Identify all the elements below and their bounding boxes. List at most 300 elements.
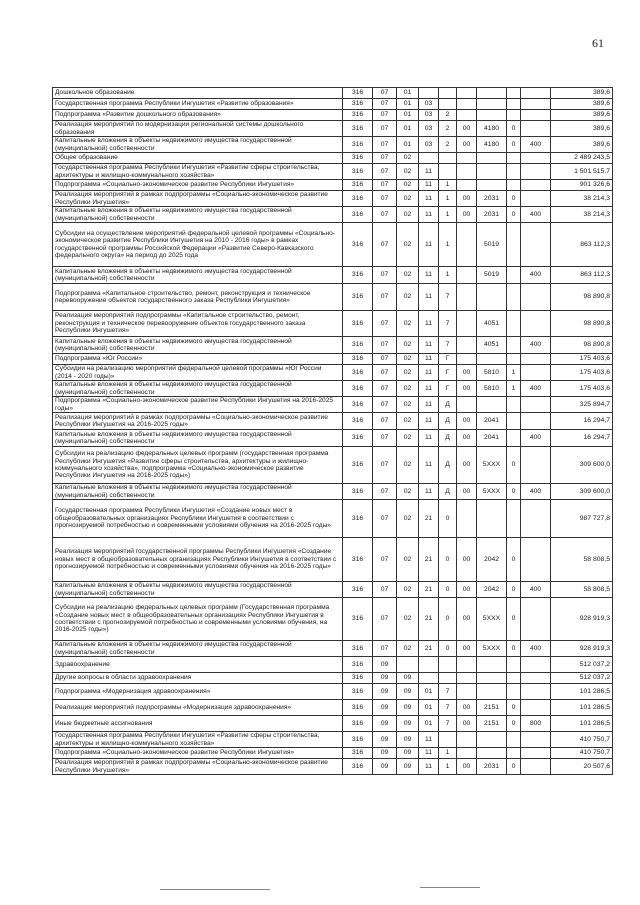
flag-code-cell [507, 732, 521, 748]
section-code-cell: 07 [373, 99, 397, 110]
section-code-cell: 07 [373, 500, 397, 538]
admin-code-cell: 316 [343, 484, 373, 500]
program-code-cell [419, 153, 439, 164]
program-code-cell: 11 [419, 430, 439, 447]
amount-cell: 175 403,6 [551, 365, 613, 381]
vr-code-cell [521, 748, 551, 759]
section-code-cell: 07 [373, 397, 397, 413]
row-name-cell: Реализация мероприятий в рамках подпрограммы «Социально-экономическое развитие Республики Ингушетия» [53, 759, 343, 775]
flag-code-cell: 0 [507, 641, 521, 657]
vr-code-cell [521, 284, 551, 311]
admin-code-cell: 316 [343, 137, 373, 153]
table-row [53, 397, 613, 413]
admin-code-cell: 316 [343, 164, 373, 180]
direction-code-cell [457, 500, 477, 538]
table-row [53, 598, 613, 641]
section-code-cell: 07 [373, 88, 397, 99]
amount-cell: 58 808,5 [551, 538, 613, 582]
flag-code-cell: 0 [507, 759, 521, 775]
subsection-code-cell: 02 [397, 191, 419, 207]
direction-code-cell [457, 657, 477, 673]
direction-code-cell [457, 180, 477, 191]
program-code-cell: 11 [419, 164, 439, 180]
direction-code-cell [457, 164, 477, 180]
table-row [53, 641, 613, 657]
flag-code-cell: 0 [507, 484, 521, 500]
admin-code-cell: 316 [343, 538, 373, 582]
flag-code-cell [507, 267, 521, 284]
subprogram-code-cell: 7 [439, 284, 457, 311]
amount-cell: 512 037,2 [551, 657, 613, 673]
vr-code-cell [521, 180, 551, 191]
vr-code-cell: 400 [521, 267, 551, 284]
subsection-code-cell: 02 [397, 207, 419, 223]
row-name-cell: Реализация мероприятий государственной программы Республики Ингушетия «Создание новых мест в общеобразовательных организациях Республики Ингушетия в соответствии с прогнозируемой потребностью и современными условиями обучения на 2016-2025 годы» [53, 538, 343, 582]
table-row [53, 99, 613, 110]
expense-code-cell [477, 673, 507, 684]
expense-code-cell: 4051 [477, 311, 507, 337]
expense-code-cell: 2151 [477, 716, 507, 732]
expense-code-cell: 5019 [477, 267, 507, 284]
program-code-cell: 11 [419, 484, 439, 500]
amount-cell: 410 750,7 [551, 732, 613, 748]
direction-code-cell: 00 [457, 484, 477, 500]
subprogram-code-cell: 7 [439, 700, 457, 716]
row-name-cell: Подпрограмма «Модернизация здравоохранения» [53, 684, 343, 700]
subsection-code-cell: 02 [397, 413, 419, 430]
program-code-cell [419, 88, 439, 99]
program-code-cell: 11 [419, 267, 439, 284]
flag-code-cell [507, 657, 521, 673]
subprogram-code-cell: 1 [439, 191, 457, 207]
section-code-cell: 07 [373, 365, 397, 381]
section-code-cell: 07 [373, 447, 397, 484]
admin-code-cell: 316 [343, 447, 373, 484]
amount-cell: 389,6 [551, 121, 613, 137]
expense-code-cell [477, 732, 507, 748]
subprogram-code-cell: Д [439, 447, 457, 484]
flag-code-cell: 0 [507, 716, 521, 732]
row-name-cell: Другие вопросы в области здравоохранения [53, 673, 343, 684]
expense-code-cell: 5XXX [477, 641, 507, 657]
subsection-code-cell: 02 [397, 430, 419, 447]
vr-code-cell [521, 657, 551, 673]
flag-code-cell: 0 [507, 137, 521, 153]
section-code-cell: 07 [373, 538, 397, 582]
direction-code-cell: 00 [457, 430, 477, 447]
subsection-code-cell: 02 [397, 153, 419, 164]
vr-code-cell [521, 684, 551, 700]
subsection-code-cell: 01 [397, 137, 419, 153]
subprogram-code-cell: 2 [439, 110, 457, 121]
table-row [53, 484, 613, 500]
table-row [53, 500, 613, 538]
section-code-cell: 07 [373, 207, 397, 223]
direction-code-cell: 00 [457, 700, 477, 716]
admin-code-cell: 316 [343, 700, 373, 716]
amount-cell: 58 808,5 [551, 582, 613, 598]
program-code-cell: 11 [419, 365, 439, 381]
expense-code-cell: 2041 [477, 430, 507, 447]
flag-code-cell: 0 [507, 207, 521, 223]
expense-code-cell: 2151 [477, 700, 507, 716]
subsection-code-cell: 02 [397, 538, 419, 582]
expense-code-cell [477, 500, 507, 538]
subsection-code-cell: 01 [397, 110, 419, 121]
direction-code-cell: 00 [457, 191, 477, 207]
table-row [53, 191, 613, 207]
flag-code-cell [507, 284, 521, 311]
expense-code-cell: 5XXX [477, 598, 507, 641]
amount-cell: 389,6 [551, 110, 613, 121]
direction-code-cell [457, 748, 477, 759]
expense-code-cell: 5XXX [477, 484, 507, 500]
expense-code-cell: 2031 [477, 759, 507, 775]
section-code-cell: 09 [373, 684, 397, 700]
vr-code-cell: 400 [521, 582, 551, 598]
table-row [53, 684, 613, 700]
flag-code-cell [507, 88, 521, 99]
table-row [53, 121, 613, 137]
admin-code-cell: 316 [343, 311, 373, 337]
row-name-cell: Подпрограмма «Капитальное строительство, ремонт, реконструкция и техническое перевооружение объектов государственного заказа Республики Ингушетия» [53, 284, 343, 311]
program-code-cell: 11 [419, 732, 439, 748]
direction-code-cell: 00 [457, 447, 477, 484]
row-name-cell: Подпрограмма «Социально-экономическое развитие Республики Ингушетия на 2016-2025 годы» [53, 397, 343, 413]
row-name-cell: Субсидии на реализацию мероприятий федеральной целевой программы «Юг России (2014 - 2020 годы)» [53, 365, 343, 381]
admin-code-cell: 316 [343, 759, 373, 775]
row-name-cell: Капитальные вложения в объекты недвижимого имущества государственной (муниципальной) собственности [53, 207, 343, 223]
program-code-cell: 11 [419, 191, 439, 207]
budget-table-body [53, 88, 613, 775]
table-row [53, 365, 613, 381]
expense-code-cell: 2041 [477, 413, 507, 430]
subsection-code-cell: 02 [397, 311, 419, 337]
flag-code-cell [507, 223, 521, 267]
direction-code-cell: 00 [457, 121, 477, 137]
row-name-cell: Капитальные вложения в объекты недвижимого имущества государственной (муниципальной) собственности [53, 381, 343, 397]
flag-code-cell [507, 180, 521, 191]
vr-code-cell [521, 223, 551, 267]
program-code-cell: 03 [419, 99, 439, 110]
vr-code-cell [521, 397, 551, 413]
admin-code-cell: 316 [343, 657, 373, 673]
direction-code-cell [457, 99, 477, 110]
row-name-cell: Субсидии на реализацию федеральных целевых программ (государственная программа Республики Ингушетия «Развитие сферы строительства, архитектуры и жилищно-коммунального хозяйства», подпрограмма «Социально-экономическое развитие Республики Ингушетия на 2016-2025 годы») [53, 447, 343, 484]
flag-code-cell [507, 500, 521, 538]
expense-code-cell: 2042 [477, 538, 507, 582]
table-row [53, 207, 613, 223]
subprogram-code-cell: 1 [439, 267, 457, 284]
amount-cell: 101 286,5 [551, 700, 613, 716]
flag-code-cell [507, 164, 521, 180]
amount-cell: 38 214,3 [551, 207, 613, 223]
vr-code-cell [521, 164, 551, 180]
vr-code-cell [521, 673, 551, 684]
subsection-code-cell: 02 [397, 284, 419, 311]
row-name-cell: Субсидии на осуществление мероприятий федеральной целевой программы «Социально-экономическое развитие Республики Ингушетия на 2010 - 2016 годы» в рамках государственной программы Российской Федерации «Развитие Северо-Кавказского федерального округа» на период до 2025 года [53, 223, 343, 267]
amount-cell: 928 919,3 [551, 598, 613, 641]
subprogram-code-cell [439, 99, 457, 110]
flag-code-cell: 0 [507, 538, 521, 582]
row-name-cell: Капитальные вложения в объекты недвижимого имущества государственной (муниципальной) собственности [53, 267, 343, 284]
table-row [53, 673, 613, 684]
section-code-cell: 09 [373, 748, 397, 759]
table-row [53, 657, 613, 673]
amount-cell: 325 894,7 [551, 397, 613, 413]
amount-cell: 16 294,7 [551, 413, 613, 430]
row-name-cell: Капитальные вложения в объекты недвижимого имущества государственной (муниципальной) собственности [53, 582, 343, 598]
admin-code-cell: 316 [343, 365, 373, 381]
table-row [53, 153, 613, 164]
subprogram-code-cell: 1 [439, 207, 457, 223]
row-name-cell: Государственная программа Республики Ингушетия «Развитие образования» [53, 99, 343, 110]
section-code-cell: 07 [373, 430, 397, 447]
subsection-code-cell: 02 [397, 365, 419, 381]
table-row [53, 716, 613, 732]
subprogram-code-cell: 7 [439, 684, 457, 700]
expense-code-cell [477, 88, 507, 99]
row-name-cell: Капитальные вложения в объекты недвижимого имущества государственной (муниципальной) собственности [53, 484, 343, 500]
page-number: 61 [592, 36, 604, 50]
flag-code-cell [507, 110, 521, 121]
flag-code-cell [507, 337, 521, 354]
amount-cell: 389,6 [551, 137, 613, 153]
expense-code-cell: 5810 [477, 365, 507, 381]
program-code-cell: 11 [419, 759, 439, 775]
subprogram-code-cell [439, 657, 457, 673]
subsection-code-cell: 02 [397, 397, 419, 413]
table-row [53, 284, 613, 311]
program-code-cell: 01 [419, 716, 439, 732]
direction-code-cell: 00 [457, 381, 477, 397]
subsection-code-cell: 02 [397, 598, 419, 641]
amount-cell: 98 890,8 [551, 284, 613, 311]
subsection-code-cell: 02 [397, 164, 419, 180]
admin-code-cell: 316 [343, 381, 373, 397]
vr-code-cell [521, 500, 551, 538]
footer-scan-marks [0, 881, 640, 905]
program-code-cell: 03 [419, 121, 439, 137]
direction-code-cell: 00 [457, 365, 477, 381]
section-code-cell: 07 [373, 582, 397, 598]
flag-code-cell [507, 413, 521, 430]
subsection-code-cell: 09 [397, 748, 419, 759]
vr-code-cell [521, 354, 551, 365]
row-name-cell: Государственная программа Республики Ингушетия «Развитие сферы строительства, архитектуры и жилищно-коммунального хозяйства» [53, 164, 343, 180]
expense-code-cell [477, 684, 507, 700]
amount-cell: 389,6 [551, 99, 613, 110]
section-code-cell: 09 [373, 673, 397, 684]
table-row [53, 337, 613, 354]
table-row [53, 381, 613, 397]
amount-cell: 987 727,8 [551, 500, 613, 538]
row-name-cell: Капитальные вложения в объекты недвижимого имущества государственной (муниципальной) собственности [53, 137, 343, 153]
admin-code-cell: 316 [343, 500, 373, 538]
amount-cell: 175 403,6 [551, 354, 613, 365]
subsection-code-cell: 09 [397, 673, 419, 684]
flag-code-cell [507, 673, 521, 684]
subprogram-code-cell: 2 [439, 137, 457, 153]
expense-code-cell [477, 180, 507, 191]
admin-code-cell: 316 [343, 121, 373, 137]
subprogram-code-cell [439, 732, 457, 748]
expense-code-cell [477, 153, 507, 164]
direction-code-cell: 00 [457, 641, 477, 657]
table-row [53, 164, 613, 180]
direction-code-cell [457, 153, 477, 164]
subprogram-code-cell: 1 [439, 759, 457, 775]
table-row [53, 110, 613, 121]
program-code-cell: 21 [419, 641, 439, 657]
admin-code-cell: 316 [343, 716, 373, 732]
program-code-cell: 01 [419, 684, 439, 700]
expense-code-cell: 4180 [477, 137, 507, 153]
flag-code-cell [507, 311, 521, 337]
subsection-code-cell: 02 [397, 500, 419, 538]
flag-code-cell: 0 [507, 447, 521, 484]
row-name-cell: Общее образование [53, 153, 343, 164]
subsection-code-cell: 09 [397, 700, 419, 716]
admin-code-cell: 316 [343, 191, 373, 207]
program-code-cell: 03 [419, 137, 439, 153]
expense-code-cell: 4051 [477, 337, 507, 354]
amount-cell: 175 403,6 [551, 381, 613, 397]
subprogram-code-cell: Д [439, 397, 457, 413]
admin-code-cell: 316 [343, 732, 373, 748]
vr-code-cell: 400 [521, 137, 551, 153]
direction-code-cell [457, 354, 477, 365]
subprogram-code-cell: Д [439, 430, 457, 447]
row-name-cell: Субсидии на реализацию федеральных целевых программ (Государственная программа «Создание новых мест в общеобразовательных организациях Республики Ингушетия в соответствии с прогнозируемой потребностью и современными условиями обучения, на 2016-2025 годы») [53, 598, 343, 641]
flag-code-cell [507, 153, 521, 164]
flag-code-cell: 0 [507, 121, 521, 137]
section-code-cell: 09 [373, 716, 397, 732]
admin-code-cell: 316 [343, 88, 373, 99]
admin-code-cell: 316 [343, 354, 373, 365]
admin-code-cell: 316 [343, 641, 373, 657]
amount-cell: 98 890,8 [551, 337, 613, 354]
expense-code-cell: 2031 [477, 191, 507, 207]
admin-code-cell: 316 [343, 223, 373, 267]
vr-code-cell [521, 732, 551, 748]
admin-code-cell: 316 [343, 99, 373, 110]
section-code-cell: 07 [373, 381, 397, 397]
expense-code-cell [477, 748, 507, 759]
table-row [53, 223, 613, 267]
amount-cell: 928 919,3 [551, 641, 613, 657]
direction-code-cell: 00 [457, 538, 477, 582]
budget-table [52, 87, 613, 775]
direction-code-cell [457, 732, 477, 748]
table-row [53, 759, 613, 775]
admin-code-cell: 316 [343, 684, 373, 700]
subsection-code-cell: 02 [397, 381, 419, 397]
row-name-cell: Подпрограмма «Социально-экономическое развитие Республики Ингушетия» [53, 180, 343, 191]
program-code-cell: 11 [419, 447, 439, 484]
direction-code-cell: 00 [457, 598, 477, 641]
vr-code-cell: 400 [521, 484, 551, 500]
section-code-cell: 07 [373, 484, 397, 500]
row-name-cell: Реализация мероприятий подпрограммы «Модернизация здравоохранения» [53, 700, 343, 716]
program-code-cell: 11 [419, 180, 439, 191]
table-row [53, 732, 613, 748]
section-code-cell: 07 [373, 267, 397, 284]
direction-code-cell: 00 [457, 582, 477, 598]
vr-code-cell: 400 [521, 337, 551, 354]
expense-code-cell: 4180 [477, 121, 507, 137]
subsection-code-cell: 01 [397, 121, 419, 137]
vr-code-cell [521, 598, 551, 641]
program-code-cell: 11 [419, 397, 439, 413]
section-code-cell: 07 [373, 598, 397, 641]
subsection-code-cell: 02 [397, 267, 419, 284]
table-row [53, 137, 613, 153]
section-code-cell: 09 [373, 732, 397, 748]
subprogram-code-cell: Г [439, 365, 457, 381]
amount-cell: 38 214,3 [551, 191, 613, 207]
row-name-cell: Здравоохранение [53, 657, 343, 673]
flag-code-cell [507, 684, 521, 700]
row-name-cell: Капитальные вложения в объекты недвижимого имущества государственной (муниципальной) собственности [53, 641, 343, 657]
section-code-cell: 09 [373, 657, 397, 673]
program-code-cell: 11 [419, 207, 439, 223]
flag-code-cell [507, 430, 521, 447]
amount-cell: 98 890,8 [551, 311, 613, 337]
vr-code-cell [521, 110, 551, 121]
program-code-cell: 11 [419, 748, 439, 759]
section-code-cell: 07 [373, 110, 397, 121]
direction-code-cell [457, 284, 477, 311]
section-code-cell: 09 [373, 759, 397, 775]
direction-code-cell [457, 110, 477, 121]
subprogram-code-cell: 0 [439, 582, 457, 598]
direction-code-cell [457, 223, 477, 267]
subprogram-code-cell: 2 [439, 121, 457, 137]
direction-code-cell: 00 [457, 759, 477, 775]
direction-code-cell: 00 [457, 137, 477, 153]
section-code-cell: 07 [373, 354, 397, 365]
subsection-code-cell: 01 [397, 99, 419, 110]
row-name-cell: Дошкольное образование [53, 88, 343, 99]
amount-cell: 863 112,3 [551, 223, 613, 267]
admin-code-cell: 316 [343, 284, 373, 311]
admin-code-cell: 316 [343, 748, 373, 759]
admin-code-cell: 316 [343, 397, 373, 413]
direction-code-cell: 00 [457, 716, 477, 732]
admin-code-cell: 316 [343, 413, 373, 430]
section-code-cell: 09 [373, 700, 397, 716]
amount-cell: 101 286,5 [551, 716, 613, 732]
row-name-cell: Реализация мероприятий подпрограммы «Капитальное строительство, ремонт, реконструкция и техническое перевооружение объектов государственного заказа Республики Ингушетия» [53, 311, 343, 337]
amount-cell: 512 037,2 [551, 673, 613, 684]
direction-code-cell [457, 673, 477, 684]
vr-code-cell [521, 99, 551, 110]
section-code-cell: 07 [373, 337, 397, 354]
table-row [53, 180, 613, 191]
flag-code-cell: 0 [507, 582, 521, 598]
row-name-cell: Иные бюджетные ассигнования [53, 716, 343, 732]
subprogram-code-cell: Г [439, 354, 457, 365]
section-code-cell: 07 [373, 413, 397, 430]
program-code-cell: 11 [419, 337, 439, 354]
subprogram-code-cell: 0 [439, 598, 457, 641]
direction-code-cell: 00 [457, 413, 477, 430]
table-row [53, 311, 613, 337]
row-name-cell: Подпрограмма «Социально-экономическое развитие Республики Ингушетия» [53, 748, 343, 759]
program-code-cell: 03 [419, 110, 439, 121]
admin-code-cell: 316 [343, 267, 373, 284]
